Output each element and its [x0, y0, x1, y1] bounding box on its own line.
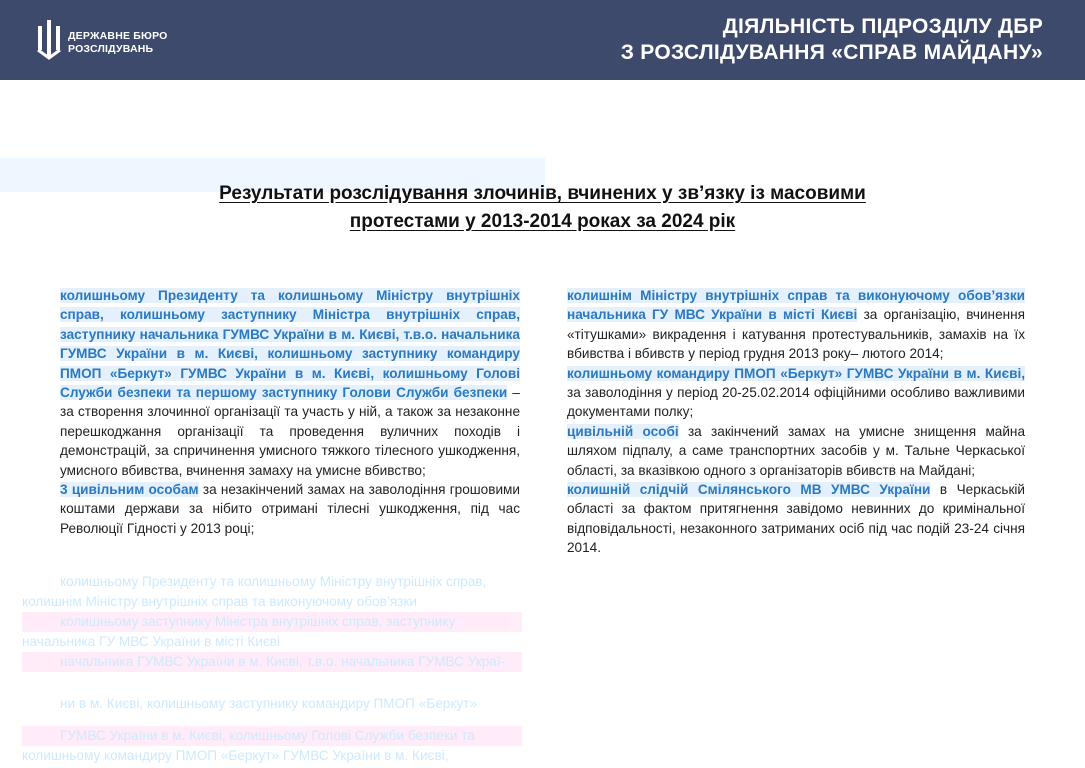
header-title-line-1: ДІЯЛЬНІСТЬ ПІДРОЗДІЛУ ДБР [722, 15, 1043, 38]
faded-line: ГУМВС України в м. Києві, колишньому Голові Служби безпеки та [22, 726, 522, 746]
faded-line: колишньому Президенту та колишньому Міністру внутрішніх справ, [60, 574, 487, 589]
highlighted-text: 3 цивільним особам [60, 482, 199, 498]
logo-line-1: ДЕРЖАВНЕ БЮРО [68, 30, 168, 42]
paragraph-text: в Черкаській області за фактом притягнення завідомо невинних до кримінальної відповідальності, незаконного затриманих осіб під час подій 23-24 січня 2014. [567, 482, 1026, 556]
highlighted-text: цивільній особі [567, 423, 679, 439]
right-paragraph-3 [567, 422, 1025, 480]
paragraph-text: за заволодіння у період 20-25.02.2014 офіційними особливо важливими документами полку; [567, 385, 1025, 420]
paragraph-text: за організацію, вчинення «тітушками» викрадення і катування протестувальників, замахів на їх вбивства і вбивств у період грудня 2013 року– лютого 2014; [567, 307, 1026, 362]
header-title [621, 14, 1043, 66]
faded-line: начальника ГУ МВС України в місті Києві [22, 634, 281, 649]
document-title-line-1: Результати розслідування злочинів, вчинених у зв’язку із масовими [219, 183, 866, 204]
right-paragraph-2 [567, 364, 1025, 422]
faded-line: колишньому командиру ПМОП «Беркут» ГУМВС України в м. Києві, [22, 748, 449, 763]
left-paragraph-2 [60, 480, 520, 538]
document-title [150, 180, 935, 236]
faded-line: ни в м. Києві, колишньому заступнику командиру ПМОП «Беркут» [60, 696, 478, 711]
faded-line: колишнім Міністру внутрішніх справ та виконуючому обов’язки [22, 594, 418, 609]
highlighted-text: колишнім Міністру внутрішніх справ та виконуючому обов’язки начальника ГУ МВС України в місті Києві [567, 288, 1025, 323]
page-header [0, 0, 1085, 80]
right-column [567, 286, 1025, 558]
highlighted-text: колишньому командиру ПМОП «Беркут» ГУМВС України в м. Києві, [567, 365, 1025, 381]
dbr-logo [36, 20, 176, 60]
paragraph-text: за закінчений замах на умисне знищення майна шляхом підпалу, а саме транспортних засобів у м. Тальне Черкаської області, за вказівкою одного з організаторів вбивств на Майдані; [567, 423, 1026, 478]
logo-line-2: РОЗСЛІДУВАНЬ [68, 43, 154, 55]
highlighted-text: колишній слідчій Смілянського МВ УМВС України [567, 482, 931, 498]
header-title-line-2: З РОЗСЛІДУВАННЯ «СПРАВ МАЙДАНУ» [620, 41, 1043, 64]
left-paragraph-1 [60, 286, 520, 480]
paragraph-text: за незакінчений замах на заволодіння грошовими коштами держави за нібито отримані тілесні ушкодження, під час Революції Гідності у 2013 році; [60, 482, 520, 536]
right-paragraph-1 [567, 286, 1025, 364]
faded-text-block [22, 572, 522, 766]
highlighted-text: колишньому Президенту та колишньому Міністру внутрішніх справ, колишньому заступнику Міністра внутрішніх справ, заступнику начальника ГУМВС України в м. Києві, т.в.о. начальника ГУМВС України в м. Києві, колишньому заступнику командиру ПМОП «Беркут» ГУМВС України в м. Києві, колишньому Голові Служби безпеки та першому заступнику Голови Служби безпеки [60, 288, 520, 401]
left-column [60, 286, 520, 538]
trident-icon [36, 20, 62, 60]
faded-line: начальника ГУМВС України в м. Києві, т.в.о. начальника ГУМВС Украї- [22, 652, 522, 672]
document-title-line-2: протестами у 2013-2014 роках за 2024 рік [349, 211, 736, 232]
right-paragraph-4 [567, 480, 1025, 558]
paragraph-text: – за створення злочинної організації та участь у ній, а також за незаконне перешкоджання організації та проведення вуличних походів і демонстрацій, за спричинення умисного тяжкого тілесного ушкодження, умисного вбивства, вчинення замаху на умисне вбивство; [60, 385, 520, 478]
faded-line: колишньому заступнику Міністра внутрішніх справ, заступнику [22, 612, 522, 632]
